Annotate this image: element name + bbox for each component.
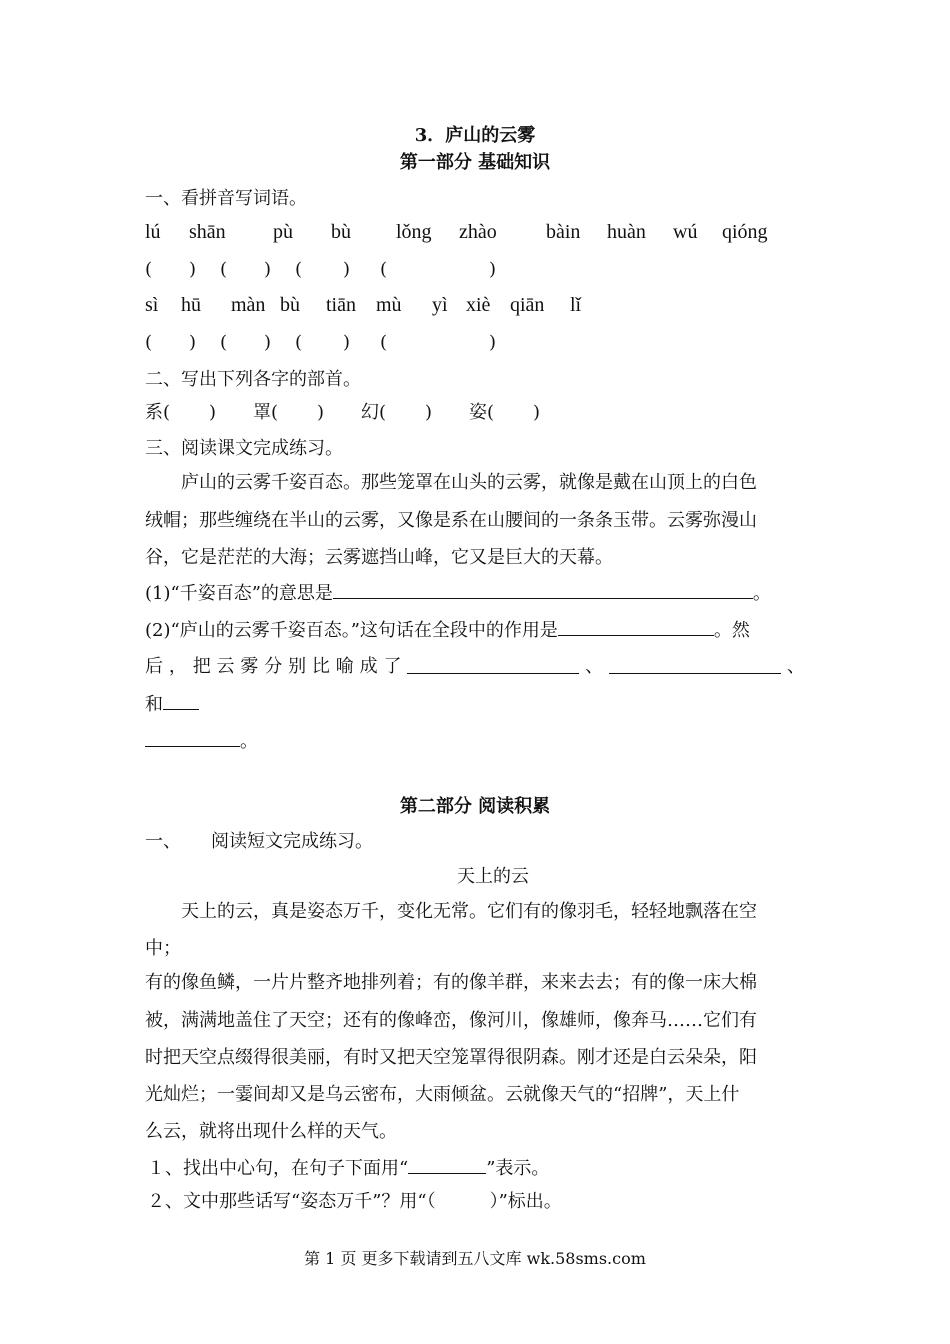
part1-heading: 第一部分 基础知识: [399, 152, 551, 173]
char: 把: [192, 656, 211, 677]
pinyin-syllable: qiān: [510, 294, 545, 316]
comma: 、: [786, 656, 805, 677]
pinyin-syllable: yì: [432, 294, 448, 316]
char: 成: [359, 656, 378, 677]
story-line: 有的像鱼鳞，一片片整齐地排列着；有的像羊群，来来去去；有的像一床大棉: [145, 972, 757, 993]
pinyin-syllable: zhào: [459, 221, 497, 243]
char: 别: [288, 656, 307, 677]
char: 喻: [335, 656, 354, 677]
char: 雾: [240, 656, 259, 677]
pinyin-syllable: bù: [331, 221, 351, 243]
radical-items: 系( ) 罩( ) 幻( ) 姿( ): [145, 402, 541, 423]
story-line: 被，满满地盖住了天空；还有的像峰峦，像河川，像雄师，像奔马……它们有: [145, 1010, 757, 1031]
pinyin-syllable: sì: [145, 294, 159, 316]
char: 分: [264, 656, 283, 677]
pinyin-syllable: pù: [273, 221, 293, 243]
exercise-1: [147, 1155, 549, 1181]
answer-blanks-row-2: ( ) ( ) ( ) ( ): [145, 332, 497, 353]
story-line: 光灿烂；一霎间却又是乌云密布，大雨倾盆。云就像天气的“招牌”，天上什: [145, 1084, 740, 1105]
answer-blank[interactable]: [609, 655, 781, 674]
answer-blank[interactable]: [333, 580, 753, 599]
q1-label: 一、看拼音写词语。: [145, 188, 307, 209]
pinyin-syllable: shān: [189, 221, 226, 243]
part2-heading: 第二部分 阅读积累: [399, 796, 551, 817]
char: 比: [311, 656, 330, 677]
sub-question-2-text: (2)“庐山的云雾千姿百态。”这句话在全段中的作用是: [145, 620, 558, 641]
page-footer: 第 1 页 更多下载请到五八文库 wk.58sms.com: [304, 1249, 646, 1268]
lesson-title: 3．庐山的云雾: [414, 125, 536, 146]
answer-blank[interactable]: [163, 691, 199, 710]
part2-q1-number: 一、: [145, 831, 181, 852]
sub-question-1-text: (1)“千姿百态”的意思是: [145, 583, 333, 604]
pinyin-syllable: tiān: [326, 294, 356, 316]
pinyin-syllable: màn: [231, 294, 266, 316]
part2-q1-label: 阅读短文完成练习。: [211, 831, 373, 852]
radical-item: 幻(: [361, 402, 387, 423]
answer-blank[interactable]: [407, 655, 579, 674]
pinyin-syllable: bù: [280, 294, 300, 316]
answer-blank[interactable]: [558, 617, 714, 636]
sub-question-2-end: 。然: [713, 620, 750, 641]
radical-item: 姿(: [469, 402, 495, 423]
story-title: 天上的云: [457, 866, 529, 887]
sub-question-1: [145, 580, 771, 606]
period: 。: [240, 731, 258, 752]
sub-question-2-line-2: [145, 655, 805, 679]
answer-blank[interactable]: [408, 1155, 486, 1174]
passage-line: 谷，它是茫茫的大海；云雾遮挡山峰，它又是巨大的天幕。: [145, 547, 613, 568]
radical-item: 系(: [145, 402, 171, 423]
exercise-2: ２、文中那些话写“姿态万千”？用“（ ）”标出。: [147, 1191, 562, 1212]
pinyin-syllable: hū: [181, 294, 201, 316]
sub-question-2: [145, 617, 750, 643]
pinyin-syllable: lǒng: [396, 221, 432, 243]
passage-line: 绒帽；那些缠绕在半山的云雾，又像是系在山腰间的一条条玉带。云雾弥漫山: [145, 510, 757, 531]
answer-blank[interactable]: [145, 728, 240, 747]
pinyin-syllable: huàn: [607, 221, 646, 243]
story-line: 么云，就将出现什么样的天气。: [145, 1121, 397, 1142]
sub-question-2-line-3: [145, 691, 199, 717]
char: 了: [383, 656, 402, 677]
comma: 、: [585, 656, 604, 677]
period: 。: [752, 583, 771, 604]
passage-line: 庐山的云雾千姿百态。那些笼罩在山头的云雾，就像是戴在山顶上的白色: [181, 472, 757, 493]
char: ，: [168, 656, 187, 677]
pinyin-syllable: lǐ: [570, 294, 582, 316]
story-line: 时把天空点缀得很美丽，有时又把天空笼罩得很阴森。刚才还是白云朵朵，阳: [145, 1047, 757, 1068]
q2-label: 二、写出下列各字的部首。: [145, 369, 361, 390]
pinyin-row-1: [145, 220, 805, 246]
sub-question-2-line-4: [145, 728, 258, 754]
pinyin-syllable: lú: [145, 221, 161, 243]
char: 后: [145, 656, 163, 677]
answer-blanks-row-1: ( ) ( ) ( ) ( ): [145, 259, 497, 280]
pinyin-syllable: wú: [673, 221, 698, 243]
q3-label: 三、阅读课文完成练习。: [145, 438, 343, 459]
pinyin-syllable: qióng: [722, 221, 768, 243]
story-line: 中；: [145, 938, 181, 959]
pinyin-syllable: mù: [376, 294, 402, 316]
char: 云: [216, 656, 235, 677]
pinyin-row-2: [145, 293, 805, 319]
exercise-1-text: １、找出中心句，在句子下面用“: [147, 1158, 409, 1179]
pinyin-syllable: xiè: [466, 294, 491, 316]
radical-item: 罩(: [253, 402, 279, 423]
story-line: 天上的云，真是姿态万千，变化无常。它们有的像羽毛，轻轻地飘落在空: [181, 901, 757, 922]
exercise-1-end: ”表示。: [486, 1158, 550, 1179]
pinyin-syllable: bàin: [546, 221, 581, 243]
and-text: 和: [145, 694, 163, 715]
